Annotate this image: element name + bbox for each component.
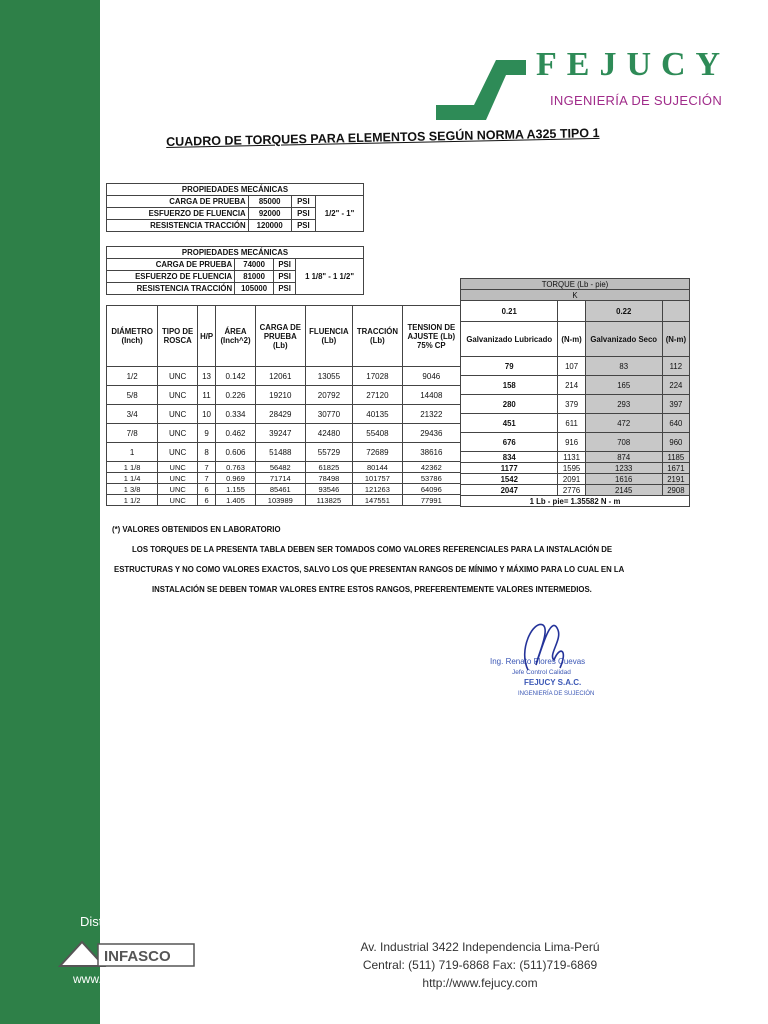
- table-cell: 20792: [305, 386, 353, 405]
- table-row: [107, 484, 461, 495]
- footer-phones: Central: (511) 719-6868 Fax: (511)719-6869: [362, 958, 598, 972]
- torque-cell: 2145: [585, 485, 662, 496]
- table-cell: 38616: [402, 443, 460, 462]
- torque-cell: 2776: [558, 485, 585, 496]
- torque-cell: 916: [558, 433, 585, 452]
- table-cell: 51488: [255, 443, 305, 462]
- props-header: PROPIEDADES MECÁNICAS: [107, 184, 364, 196]
- infasco-url[interactable]: www.infasco.com: [73, 972, 166, 986]
- torque-cell: 107: [558, 357, 585, 376]
- table-cell: 12061: [255, 367, 305, 386]
- green-sidebar: [0, 0, 100, 1024]
- torque-cell: 214: [558, 376, 585, 395]
- table-cell: 78498: [305, 473, 353, 484]
- table-cell: 1 1/2: [107, 495, 158, 506]
- table-cell: UNC: [158, 495, 198, 506]
- torque-cell: 224: [662, 376, 689, 395]
- prop-label: CARGA DE PRUEBA: [107, 259, 235, 271]
- table-row: [107, 462, 461, 473]
- table-cell: 55729: [305, 443, 353, 462]
- document-title: CUADRO DE TORQUES PARA ELEMENTOS SEGÚN NORMA A325 TIPO 1: [166, 125, 600, 149]
- table-cell: 77991: [402, 495, 460, 506]
- table-cell: 29436: [402, 424, 460, 443]
- table-cell: UNC: [158, 367, 198, 386]
- table-cell: 71714: [255, 473, 305, 484]
- col-header-hp: H/P: [198, 306, 216, 367]
- table-cell: 42362: [402, 462, 460, 473]
- table-cell: UNC: [158, 405, 198, 424]
- table-cell: 6: [198, 484, 216, 495]
- torque-row: [461, 357, 690, 376]
- prop-range: 1/2" - 1": [316, 196, 364, 232]
- table-cell: 7: [198, 462, 216, 473]
- torque-cell: 112: [662, 357, 689, 376]
- torque-cell: 1616: [585, 474, 662, 485]
- table-cell: 0.763: [216, 462, 256, 473]
- k-value-2: 0.22: [585, 301, 662, 322]
- stamp-line-1: Ing. Renato Flores Cuevas: [490, 657, 586, 666]
- table-cell: 1 1/8: [107, 462, 158, 473]
- table-cell: 80144: [353, 462, 403, 473]
- torque-cell: 2091: [558, 474, 585, 485]
- torque-cell: 834: [461, 452, 558, 463]
- table-row: [107, 386, 461, 405]
- torque-title: TORQUE (Lb - pie): [461, 279, 690, 290]
- table-cell: 0.606: [216, 443, 256, 462]
- table-cell: 103989: [255, 495, 305, 506]
- torque-cell: 451: [461, 414, 558, 433]
- prop-unit: PSI: [291, 196, 315, 208]
- torque-row: [461, 452, 690, 463]
- torque-cell: 165: [585, 376, 662, 395]
- table-cell: 8: [198, 443, 216, 462]
- prop-unit: PSI: [291, 208, 315, 220]
- table-cell: UNC: [158, 424, 198, 443]
- table-cell: 85461: [255, 484, 305, 495]
- table-cell: 6: [198, 495, 216, 506]
- table-cell: 121263: [353, 484, 403, 495]
- prop-unit: PSI: [274, 271, 296, 283]
- torque-row: [461, 463, 690, 474]
- table-cell: 55408: [353, 424, 403, 443]
- torque-row: [461, 433, 690, 452]
- table-row: [107, 424, 461, 443]
- torque-cell: 2908: [662, 485, 689, 496]
- k-value-2-blank: [662, 301, 689, 322]
- table-cell: 39247: [255, 424, 305, 443]
- table-cell: 14408: [402, 386, 460, 405]
- table-cell: 17028: [353, 367, 403, 386]
- col-header-area: ÁREA (Inch^2): [216, 306, 256, 367]
- conversion-note: 1 Lb - pie= 1.35582 N - m: [461, 496, 690, 507]
- infasco-brand: INFASCO: [104, 948, 171, 965]
- prop-value: 105000: [235, 283, 274, 295]
- table-cell: 61825: [305, 462, 353, 473]
- prop-label: CARGA DE PRUEBA: [107, 196, 249, 208]
- torque-row: [461, 485, 690, 496]
- table-cell: 21322: [402, 405, 460, 424]
- k-value-1-blank: [558, 301, 585, 322]
- note-line-3: INSTALACIÓN SE DEBEN TOMAR VALORES ENTRE ESTOS RANGOS, PREFERENTEMENTE VALORES INTERMEDIOS.: [152, 585, 592, 594]
- table-cell: 27120: [353, 386, 403, 405]
- prop-unit: PSI: [291, 220, 315, 232]
- table-cell: UNC: [158, 462, 198, 473]
- torque-table: [460, 278, 690, 507]
- col-header-tension-ajuste: TENSION DE AJUSTE (Lb) 75% CP: [402, 306, 460, 367]
- table-cell: 1 3/8: [107, 484, 158, 495]
- table-cell: 0.142: [216, 367, 256, 386]
- torque-row: [461, 474, 690, 485]
- table-cell: 101757: [353, 473, 403, 484]
- torque-cell: 1131: [558, 452, 585, 463]
- table-cell: UNC: [158, 473, 198, 484]
- table-cell: 19210: [255, 386, 305, 405]
- col-header-fluencia: FLUENCIA (Lb): [305, 306, 353, 367]
- torque-cell: 1671: [662, 463, 689, 474]
- col-header-traccion: TRACCIÓN (Lb): [353, 306, 403, 367]
- table-cell: 1 1/4: [107, 473, 158, 484]
- table-row: [107, 495, 461, 506]
- table-cell: UNC: [158, 386, 198, 405]
- table-cell: 28429: [255, 405, 305, 424]
- stamp-line-3: FEJUCY S.A.C.: [524, 678, 582, 687]
- torque-cell: 2191: [662, 474, 689, 485]
- table-row: [107, 367, 461, 386]
- table-cell: 72689: [353, 443, 403, 462]
- col-header-tipo-rosca: TIPO DE ROSCA: [158, 306, 198, 367]
- table-cell: 9046: [402, 367, 460, 386]
- torque-cell: 83: [585, 357, 662, 376]
- torque-k-label: K: [461, 290, 690, 301]
- table-cell: 13: [198, 367, 216, 386]
- table-cell: 42480: [305, 424, 353, 443]
- prop-value: 92000: [248, 208, 291, 220]
- torque-cell: 158: [461, 376, 558, 395]
- fejucy-logo-mark: [436, 55, 526, 120]
- torque-cell: 1595: [558, 463, 585, 474]
- prop-unit: PSI: [274, 259, 296, 271]
- footer-address: Av. Industrial 3422 Independencia Lima-Perú: [360, 940, 600, 954]
- torque-cell: 960: [662, 433, 689, 452]
- table-cell: 1: [107, 443, 158, 462]
- table-cell: 147551: [353, 495, 403, 506]
- torque-cell: 293: [585, 395, 662, 414]
- note-line-2: ESTRUCTURAS Y NO COMO VALORES EXACTOS, SALVO LOS QUE PRESENTAN RANGOS DE MÍNIMO Y MÁXIMO PARA LO CUAL EN LA: [114, 565, 625, 574]
- distributor-label: Distribuidor de:: [80, 914, 168, 929]
- prop-value: 85000: [248, 196, 291, 208]
- torque-row: [461, 414, 690, 433]
- col-header-diametro: DIÁMETRO (Inch): [107, 306, 158, 367]
- table-cell: 1.155: [216, 484, 256, 495]
- table-cell: 13055: [305, 367, 353, 386]
- prop-unit: PSI: [274, 283, 296, 295]
- notes-body: [112, 540, 692, 600]
- table-cell: UNC: [158, 484, 198, 495]
- prop-value: 120000: [248, 220, 291, 232]
- col-header-galv-lubricado: Galvanizado Lubricado: [461, 322, 558, 357]
- stamp-line-2: Jefe Control Calidad: [512, 669, 571, 676]
- table-cell: 0.969: [216, 473, 256, 484]
- table-cell: 3/4: [107, 405, 158, 424]
- col-header-galv-seco: Galvanizado Seco: [585, 322, 662, 357]
- brand-subtitle: INGENIERÍA DE SUJECIÓN: [550, 93, 723, 108]
- torque-cell: 397: [662, 395, 689, 414]
- k-value-1: 0.21: [461, 301, 558, 322]
- table-cell: 5/8: [107, 386, 158, 405]
- signature-stamp: [488, 610, 628, 705]
- brand-name: FEJUCY: [536, 46, 731, 83]
- prop-label: ESFUERZO DE FLUENCIA: [107, 208, 249, 220]
- torque-cell: 1542: [461, 474, 558, 485]
- table-cell: 93546: [305, 484, 353, 495]
- torque-cell: 379: [558, 395, 585, 414]
- torque-cell: 79: [461, 357, 558, 376]
- properties-table-2: [106, 246, 364, 295]
- table-row: [107, 443, 461, 462]
- torque-cell: 2047: [461, 485, 558, 496]
- prop-label: ESFUERZO DE FLUENCIA: [107, 271, 235, 283]
- prop-label: RESISTENCIA TRACCIÓN: [107, 220, 249, 232]
- stamp-line-4: INGENIERÍA DE SUJECIÓN: [518, 691, 595, 697]
- properties-table-1: [106, 183, 364, 232]
- table-cell: 113825: [305, 495, 353, 506]
- footer-contact: [330, 938, 630, 992]
- prop-label: RESISTENCIA TRACCIÓN: [107, 283, 235, 295]
- torque-cell: 1233: [585, 463, 662, 474]
- prop-value: 81000: [235, 271, 274, 283]
- torque-cell: 1185: [662, 452, 689, 463]
- infasco-logo: [58, 938, 198, 970]
- table-cell: 9: [198, 424, 216, 443]
- torque-row: [461, 395, 690, 414]
- table-cell: 10: [198, 405, 216, 424]
- note-line-1: LOS TORQUES DE LA PRESENTA TABLA DEBEN SER TOMADOS COMO VALORES REFERENCIALES PARA LA INSTALACIÓN DE: [132, 545, 613, 554]
- table-cell: 7/8: [107, 424, 158, 443]
- props-header: PROPIEDADES MECÁNICAS: [107, 247, 364, 259]
- torque-cell: 676: [461, 433, 558, 452]
- table-cell: 30770: [305, 405, 353, 424]
- lab-note: (*) VALORES OBTENIDOS EN LABORATORIO: [112, 525, 281, 534]
- footer-web[interactable]: http://www.fejucy.com: [422, 976, 538, 990]
- table-cell: 40135: [353, 405, 403, 424]
- bolt-properties-table: [106, 305, 461, 506]
- table-cell: 0.334: [216, 405, 256, 424]
- table-cell: 1.405: [216, 495, 256, 506]
- prop-range: 1 1/8" - 1 1/2": [296, 259, 364, 295]
- table-row: [107, 473, 461, 484]
- torque-cell: 708: [585, 433, 662, 452]
- table-row: [107, 405, 461, 424]
- prop-value: 74000: [235, 259, 274, 271]
- torque-cell: 611: [558, 414, 585, 433]
- torque-cell: 640: [662, 414, 689, 433]
- table-cell: 1/2: [107, 367, 158, 386]
- torque-row: [461, 376, 690, 395]
- table-cell: 7: [198, 473, 216, 484]
- table-cell: 0.226: [216, 386, 256, 405]
- torque-cell: 1177: [461, 463, 558, 474]
- table-cell: 53786: [402, 473, 460, 484]
- col-header-nm-1: (N-m): [558, 322, 585, 357]
- torque-cell: 874: [585, 452, 662, 463]
- table-cell: 11: [198, 386, 216, 405]
- col-header-nm-2: (N-m): [662, 322, 689, 357]
- torque-cell: 280: [461, 395, 558, 414]
- table-cell: 0.462: [216, 424, 256, 443]
- torque-cell: 472: [585, 414, 662, 433]
- table-cell: 64096: [402, 484, 460, 495]
- table-cell: 56482: [255, 462, 305, 473]
- table-cell: UNC: [158, 443, 198, 462]
- col-header-carga-prueba: CARGA DE PRUEBA (Lb): [255, 306, 305, 367]
